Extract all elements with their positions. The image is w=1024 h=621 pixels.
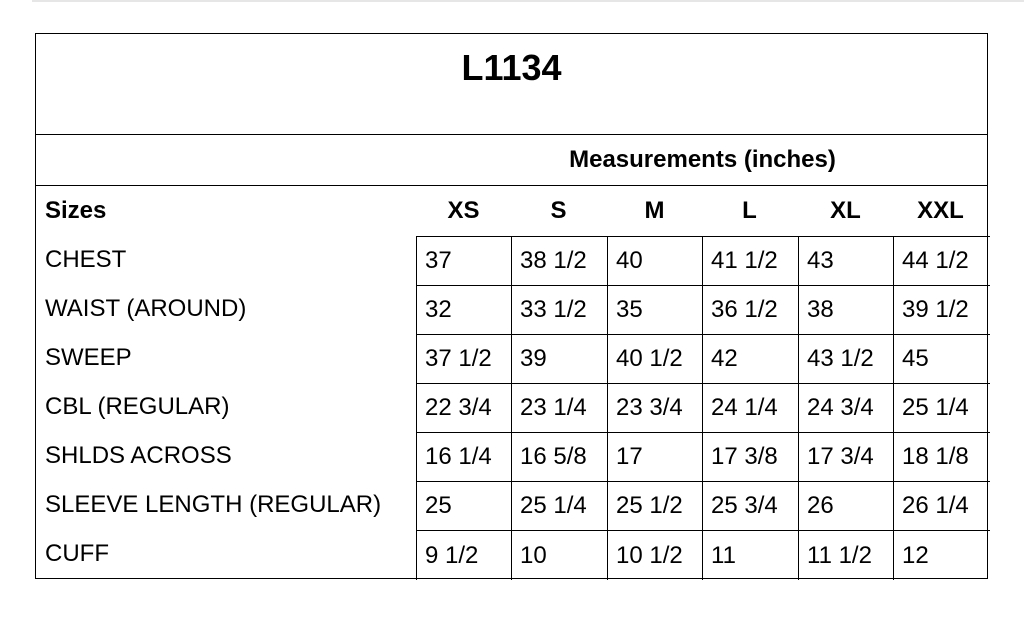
table-cell: 26 1/4 [894, 482, 990, 531]
size-header-s: S [550, 197, 567, 224]
top-divider [32, 0, 1024, 2]
table-cell: 25 1/4 [894, 384, 990, 433]
row-label-shoulders: SHLDS ACROSS [45, 442, 232, 469]
table-cell: 25 3/4 [703, 482, 799, 531]
table-cell: 25 [417, 482, 512, 531]
table-cell: 25 1/4 [512, 482, 608, 531]
table-row [417, 482, 990, 531]
size-header-xl: XL [830, 197, 861, 224]
table-row [417, 384, 990, 433]
table-row [417, 286, 990, 335]
measurements-label: Measurements (inches) [569, 146, 836, 173]
table-cell: 11 [703, 531, 799, 580]
table-row [417, 335, 990, 384]
table-cell: 10 1/2 [608, 531, 703, 580]
table-cell: 25 1/2 [608, 482, 703, 531]
table-cell: 37 1/2 [417, 335, 512, 384]
sizes-label: Sizes [45, 197, 107, 224]
table-cell: 23 3/4 [608, 384, 703, 433]
table-cell: 40 [608, 237, 703, 286]
size-header-xs: XS [447, 197, 480, 224]
table-cell: 41 1/2 [703, 237, 799, 286]
table-cell: 12 [894, 531, 990, 580]
title-row [36, 34, 987, 135]
table-cell: 35 [608, 286, 703, 335]
table-cell: 24 1/4 [703, 384, 799, 433]
table-cell: 17 [608, 433, 703, 482]
table-cell: 39 [512, 335, 608, 384]
table-cell: 26 [799, 482, 894, 531]
table-cell: 38 [799, 286, 894, 335]
table-cell: 17 3/4 [799, 433, 894, 482]
table-cell: 24 3/4 [799, 384, 894, 433]
table-cell: 40 1/2 [608, 335, 703, 384]
table-cell: 42 [703, 335, 799, 384]
table-cell: 16 1/4 [417, 433, 512, 482]
row-label-cuff: CUFF [45, 540, 109, 567]
size-header-l: L [742, 197, 757, 224]
size-chart [35, 33, 988, 579]
row-label-sleeve-length: SLEEVE LENGTH (REGULAR) [45, 491, 382, 518]
table-cell: 44 1/2 [894, 237, 990, 286]
size-header-xxl: XXL [917, 197, 964, 224]
table-cell: 23 1/4 [512, 384, 608, 433]
size-header-m: M [644, 197, 665, 224]
table-cell: 17 3/8 [703, 433, 799, 482]
table-row [417, 433, 990, 482]
table-cell: 43 [799, 237, 894, 286]
measurements-grid [416, 236, 990, 580]
row-label-chest: CHEST [45, 246, 127, 273]
table-cell: 22 3/4 [417, 384, 512, 433]
table-cell: 36 1/2 [703, 286, 799, 335]
measurements-row [36, 135, 987, 186]
row-label-waist: WAIST (AROUND) [45, 295, 247, 322]
table-cell: 45 [894, 335, 990, 384]
table-cell: 43 1/2 [799, 335, 894, 384]
table-cell: 11 1/2 [799, 531, 894, 580]
row-label-sweep: SWEEP [45, 344, 132, 371]
row-label-cbl: CBL (REGULAR) [45, 393, 230, 420]
table-cell: 39 1/2 [894, 286, 990, 335]
table-cell: 37 [417, 237, 512, 286]
page-title: L1134 [461, 47, 562, 88]
table-cell: 18 1/8 [894, 433, 990, 482]
table-cell: 10 [512, 531, 608, 580]
table-cell: 16 5/8 [512, 433, 608, 482]
table-row [417, 237, 990, 286]
table-cell: 9 1/2 [417, 531, 512, 580]
table-cell: 38 1/2 [512, 237, 608, 286]
table-cell: 32 [417, 286, 512, 335]
table-row [417, 531, 990, 580]
table-cell: 33 1/2 [512, 286, 608, 335]
